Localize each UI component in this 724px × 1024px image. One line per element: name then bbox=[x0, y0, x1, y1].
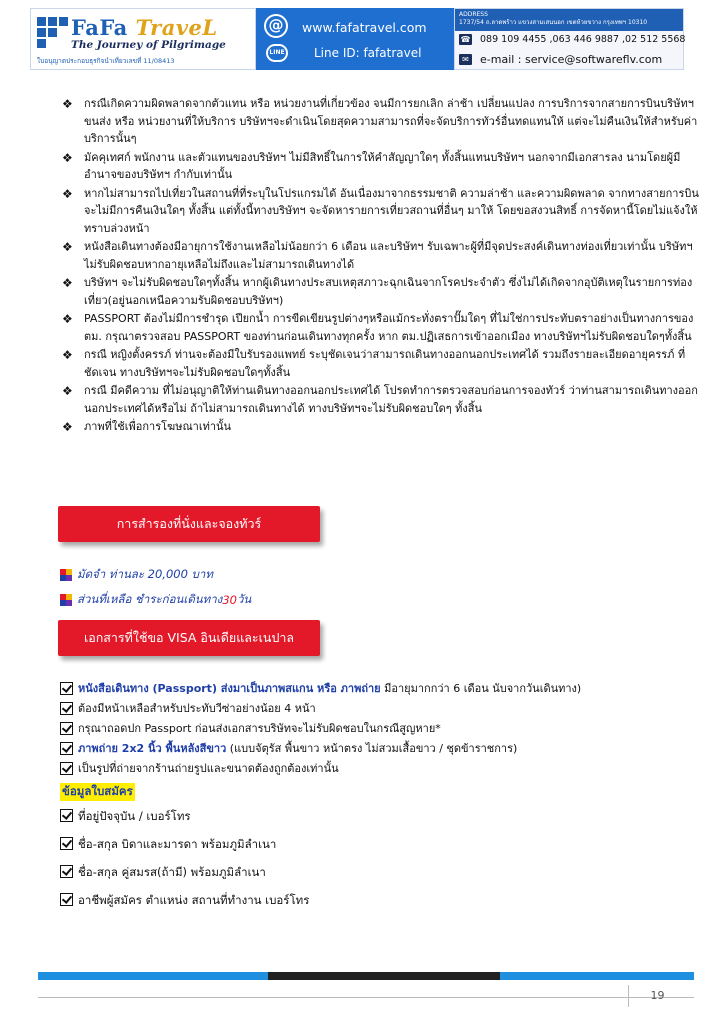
checkbox-icon bbox=[60, 682, 73, 695]
footer-stripe bbox=[38, 972, 694, 980]
phone-numbers: 089 109 4455 ,063 446 9887 ,02 512 5568 bbox=[480, 34, 686, 45]
checkbox-icon bbox=[60, 893, 73, 906]
doc-item-cover: กรุณาถอดปก Passport ก่อนส่งเอกสารบริษัทจะไม่รับผิดชอบในกรณีสูญหาย* bbox=[60, 720, 710, 738]
visa-documents bbox=[60, 680, 710, 919]
applicant-item: ชื่อ-สกุล คู่สมรส(ถ้ามี) พร้อมภูมิลำเนา bbox=[60, 863, 710, 881]
applicant-heading: ข้อมูลใบสมัคร bbox=[60, 783, 135, 801]
payment-bullet-icon bbox=[60, 569, 72, 581]
diamond-bullet-icon: ❖ bbox=[62, 240, 73, 254]
applicant-item: ที่อยู่ปัจจุบัน / เบอร์โทร bbox=[60, 807, 710, 825]
condition-item: ❖ บริษัทฯ จะไม่รับผิดชอบใดๆทั้งสิ้น หากผู้เดินทางประสบเหตุสภาวะฉุกเฉินจากโรคประจำตัว ซึ่งไม่ได้เกิดจากอุบัติเหตุในรายการท่องเที่ยว(อยู่นอกเหนือความรับผิดชอบบริษัทฯ) bbox=[62, 276, 693, 307]
balance-prefix: ส่วนที่เหลือ ชำระก่อนเดินทาง bbox=[77, 592, 223, 606]
phone-icon: ☎ bbox=[460, 35, 471, 44]
doc-item-pages: ต้องมีหน้าเหลือสำหรับประทับวีซ่าอย่างน้อย 4 หน้า bbox=[60, 700, 710, 718]
address-block bbox=[455, 9, 683, 31]
applicant-item: ชื่อ-สกุล บิดาและมารดา พร้อมภูมิลำเนา bbox=[60, 835, 710, 853]
address-text: 1737/54 ถ.ลาดพร้าว แขวงสามเสนนอก เขตห้วยขวาง กรุงเทพฯ 10310 bbox=[459, 19, 648, 26]
deposit-item bbox=[60, 566, 213, 584]
condition-item: ❖ ภาพที่ใช้เพื่อการโฆษณาเท่านั้น bbox=[62, 420, 232, 434]
checkbox-icon bbox=[60, 702, 73, 715]
license-number: ใบอนุญาตประกอบธุรกิจนำเที่ยวเลขที่ 11/08413 bbox=[37, 57, 175, 65]
condition-item: ❖ PASSPORT ต้องไม่มีการชำรุด เปียกน้ำ การขีดเขียนรูปต่างๆหรือแม้กระทั่งตราปั๊มใดๆ ที่ไม่ใช่การประทับตราอย่างเป็นทางการของ ตม. กรุณาตรวจสอบ PASSPORT ของท่านก่อนเดินทางทุกครั้ง หาก ตม.ปฏิเสธการเข้าออกเมือง ทางบริษัทฯไม่รับผิดชอบใดๆทั้งสิ้น bbox=[62, 312, 694, 343]
web-contact-panel bbox=[256, 8, 454, 70]
mail-icon: ✉ bbox=[459, 54, 472, 65]
diamond-bullet-icon: ❖ bbox=[62, 420, 73, 434]
diamond-bullet-icon: ❖ bbox=[62, 150, 73, 165]
payment-bullet-icon bbox=[60, 594, 72, 606]
condition-item: ❖ หากไม่สามารถไปเที่ยวในสถานที่ที่ระบุในโปรแกรมได้ อันเนื่องมาจากธรรมชาติ ความล่าช้า และความผิดพลาด จากทางสายการบินจะไม่มีการคืนเงินใดๆ ทั้งสิ้น แต่ทั้งนี้ทางบริษัทฯ จะจัดหารายการเที่ยวสถานที่อื่นๆ มาให้ โดยขอสงวนสิทธิ์ การจัดหานี้โดยไม่แจ้งให้ทราบล่วงหน้า bbox=[62, 186, 699, 235]
at-sign-icon: @ bbox=[264, 14, 288, 38]
condition-item: ❖ หนังสือเดินทางต้องมีอายุการใช้งานเหลือไม่น้อยกว่า 6 เดือน และบริษัทฯ รับเฉพาะผู้ที่มีจุดประสงค์เดินทางท่องเที่ยวเท่านั้น บริษัทฯไม่รับผิดชอบหากอายุเหลือไม่ถึงและไม่สามารถเดินทางได้ bbox=[62, 240, 693, 271]
deposit-text: มัดจำ ท่านละ 20,000 บาท bbox=[77, 567, 213, 581]
line-id: Line ID: fafatravel bbox=[314, 46, 422, 60]
checkbox-icon bbox=[60, 742, 73, 755]
company-logo bbox=[30, 8, 256, 70]
doc-item-photo: ภาพถ่าย 2x2 นิ้ว พื้นหลังสีขาว (แบบจัตุรัส พื้นขาว หน้าตรง ไม่สวมเสื้อขาว / ชุดข้าราชการ) bbox=[60, 740, 710, 758]
checkbox-icon bbox=[60, 722, 73, 735]
diamond-bullet-icon: ❖ bbox=[62, 312, 73, 326]
booking-heading: การสำรองที่นั่งและจองทัวร์ bbox=[58, 506, 320, 542]
diamond-bullet-icon: ❖ bbox=[62, 384, 73, 398]
diamond-bullet-icon: ❖ bbox=[62, 348, 73, 362]
balance-item bbox=[60, 591, 251, 609]
condition-item: ❖ กรณี หญิงตั้งครรภ์ ท่านจะต้องมีใบรับรองแพทย์ ระบุชัดเจนว่าสามารถเดินทางออกนอกประเทศได้ รวมถึงรายละเอียดอายุครรภ์ ที่ชัดเจน ทางบริษัทฯจะไม่รับผิดชอบใดๆทั้งสิ้น bbox=[62, 348, 686, 379]
balance-suffix: วัน bbox=[236, 592, 252, 606]
phone-row bbox=[459, 34, 685, 45]
condition-item: ❖ มัคคุเทศก์ พนักงาน และตัวแทนของบริษัทฯ ไม่มีสิทธิ์ในการให้คำสัญญาใดๆ ทั้งสิ้นแทนบริษัทฯ นอกจากมีเอกสารลง นามโดยผู้มีอำนาจของบริษัทฯ กำกับเท่านั้น bbox=[62, 150, 681, 181]
diamond-bullet-icon: ❖ bbox=[62, 276, 73, 290]
checkbox-icon bbox=[60, 865, 73, 878]
website-link[interactable]: www.fafatravel.com bbox=[302, 20, 427, 35]
doc-item-photo-shop: เป็นรูปที่ถ่ายจากร้านถ่ายรูปและขนาดต้องถูกต้องเท่านั้น bbox=[60, 760, 710, 778]
page-number: 19 bbox=[628, 985, 686, 1007]
checkbox-icon bbox=[60, 837, 73, 850]
logo-tagline: The Journey of Pilgrimage bbox=[71, 39, 226, 51]
address-label: ADDRESS bbox=[459, 11, 488, 18]
checkbox-icon bbox=[60, 809, 73, 822]
email-row bbox=[459, 53, 662, 66]
header-banner bbox=[30, 8, 684, 70]
balance-days: 30 bbox=[222, 593, 237, 607]
visa-heading: เอกสารที่ใช้ขอ VISA อินเดียและเนปาล bbox=[58, 620, 320, 656]
line-app-icon: LINE bbox=[266, 44, 288, 62]
condition-item: ❖ กรณี มีคดีความ ที่ไม่อนุญาติให้ท่านเดินทางออกนอกประเทศได้ โปรดทำการตรวจสอบก่อนการจองทัวร์ ว่าท่านสามารถเดินทางออกนอกประเทศได้หรือไม่ ถ้าไม่สามารถเดินทางได้ ทางบริษัทฯจะไม่รับผิดชอบใดๆ ทั้งสิ้น bbox=[62, 384, 698, 415]
doc-item-passport: หนังสือเดินทาง (Passport) ส่งมาเป็นภาพสแกน หรือ ภาพถ่าย มีอายุมากกว่า 6 เดือน นับจากวันเดินทาง) bbox=[60, 680, 710, 698]
diamond-bullet-icon: ❖ bbox=[62, 97, 73, 111]
conditions-list bbox=[62, 95, 702, 437]
applicant-item: อาชีพผู้สมัคร ตำแหน่ง สถานที่ทำงาน เบอร์โทร bbox=[60, 891, 710, 909]
email-address[interactable]: e-mail : service@softwareflv.com bbox=[480, 53, 663, 66]
logo-mark-icon bbox=[37, 17, 67, 51]
logo-title: FaFa TraveL bbox=[71, 15, 218, 40]
address-panel bbox=[454, 8, 684, 70]
checkbox-icon bbox=[60, 762, 73, 775]
diamond-bullet-icon: ❖ bbox=[62, 186, 73, 201]
condition-item: ❖ กรณีเกิดความผิดพลาดจากตัวแทน หรือ หน่วยงานที่เกี่ยวข้อง จนมีการยกเลิก ล่าช้า เปลี่ยนแปลง การบริการจากสายการบินบริษัทฯ ขนส่ง หรือ หน่วยงานที่ให้บริการ บริษัทฯจะดำเนินโดยสุดความสามารถที่จะจัดบริการทัวร์อื่นทดแทนให้ แต่จะไม่คืนเงินให้สำหรับค่าบริการนั้นๆ bbox=[62, 97, 698, 145]
footer-divider bbox=[38, 997, 694, 998]
